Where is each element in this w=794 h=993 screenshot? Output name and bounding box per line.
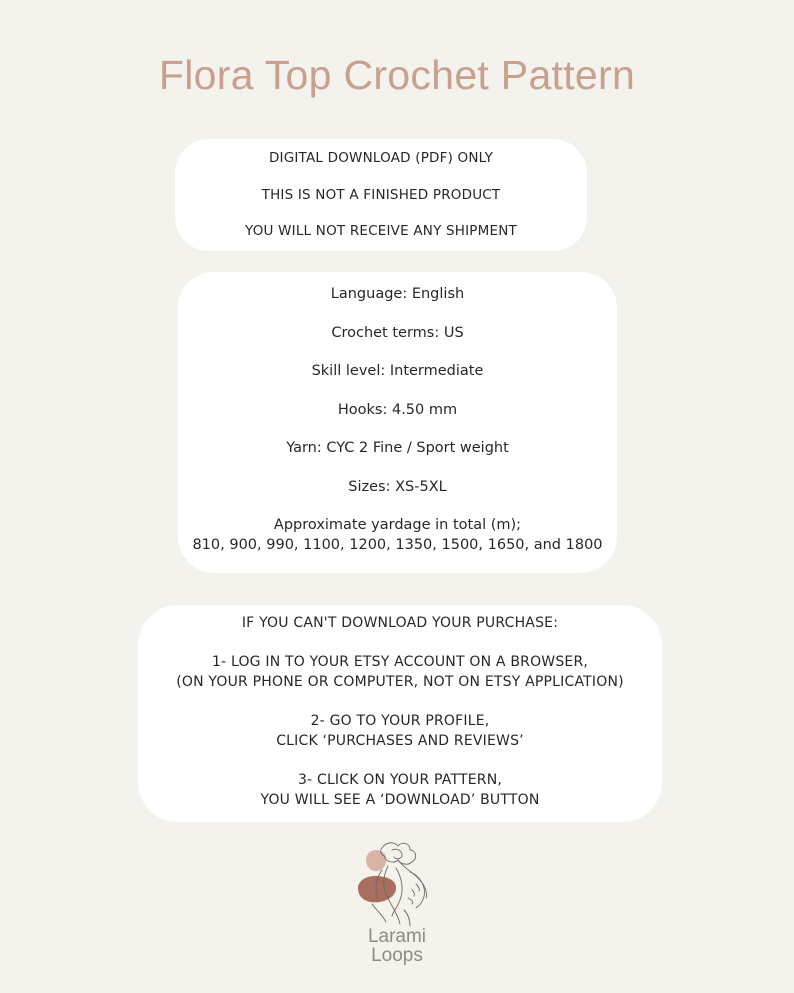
notice-line-no-shipment: YOU WILL NOT RECEIVE ANY SHIPMENT — [245, 223, 517, 239]
detail-hooks: Hooks: 4.50 mm — [337, 401, 458, 418]
detail-yardage — [178, 515, 617, 555]
help-step-1 — [138, 652, 662, 692]
help-step-3-line-1: 3- CLICK ON YOUR PATTERN, — [297, 772, 503, 788]
help-step-2-line-2: CLICK ‘PURCHASES AND REVIEWS’ — [276, 733, 524, 749]
logo-light-blob — [366, 850, 386, 871]
brand-name-line-2: Loops — [371, 945, 423, 966]
help-step-1-line-1: 1- LOG IN TO YOUR ETSY ACCOUNT ON A BROWSER, — [211, 654, 589, 670]
detail-sizes: Sizes: XS-5XL — [348, 478, 447, 495]
help-heading: IF YOU CAN'T DOWNLOAD YOUR PURCHASE: — [241, 615, 559, 631]
detail-skill-level: Skill level: Intermediate — [311, 363, 484, 379]
pattern-details-card — [178, 272, 617, 573]
notice-line-not-finished: THIS IS NOT A FINISHED PRODUCT — [261, 186, 501, 203]
notice-card — [175, 139, 587, 251]
brand-name-line-1: Larami — [367, 926, 427, 947]
brand-logo-icon — [352, 838, 442, 928]
detail-language: Language: English — [330, 286, 465, 302]
detail-yarn: Yarn: CYC 2 Fine / Sport weight — [286, 440, 509, 456]
help-step-3 — [138, 770, 662, 810]
detail-crochet-terms: Crochet terms: US — [331, 324, 464, 341]
detail-yardage-values: 810, 900, 990, 1100, 1200, 1350, 1500, 1650, and 1800 — [192, 537, 603, 553]
help-step-1-line-2: (ON YOUR PHONE OR COMPUTER, NOT ON ETSY APPLICATION) — [176, 674, 624, 690]
page-title: Flora Top Crochet Pattern — [158, 52, 636, 98]
help-step-2-line-1: 2- GO TO YOUR PROFILE, — [310, 713, 490, 729]
detail-yardage-label: Approximate yardage in total (m); — [273, 517, 522, 533]
download-help-card — [138, 605, 662, 822]
help-step-2 — [138, 711, 662, 751]
help-step-3-line-2: YOU WILL SEE A ‘DOWNLOAD’ BUTTON — [260, 792, 540, 808]
notice-line-pdf-only: DIGITAL DOWNLOAD (PDF) ONLY — [268, 150, 494, 166]
